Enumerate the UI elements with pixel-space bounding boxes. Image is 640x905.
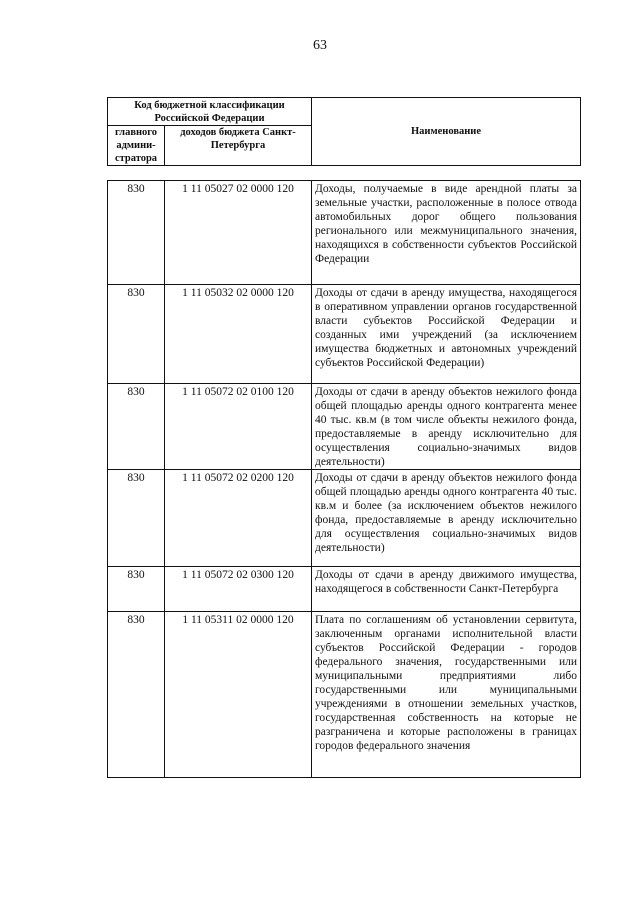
header-admin-column: главного админи-стратора <box>108 126 165 166</box>
table-row <box>108 181 581 285</box>
cell-income-code: 1 11 05032 02 0000 120 <box>165 285 312 384</box>
page-number: 63 <box>313 38 327 53</box>
cell-income-code: 1 11 05311 02 0000 120 <box>165 612 312 778</box>
cell-admin-code: 830 <box>108 285 165 384</box>
cell-admin-code: 830 <box>108 181 165 285</box>
cell-income-code: 1 11 05027 02 0000 120 <box>165 181 312 285</box>
cell-income-code: 1 11 05072 02 0200 120 <box>165 470 312 567</box>
data-table <box>107 180 581 778</box>
cell-name: Доходы от сдачи в аренду объектов нежилого фонда общей площадью аренды одного контрагента 40 тыс. кв.м и более (за исключением объектов нежилого фонда, предоставляемые в аренду исключительно для осуществления социально-значимых видов деятельности) <box>312 470 581 567</box>
table-row <box>108 567 581 612</box>
cell-admin-code: 830 <box>108 384 165 470</box>
header-name-column: Наименование <box>312 98 581 166</box>
cell-name: Доходы от сдачи в аренду имущества, находящегося в оперативном управлении органов государственной власти субъектов Российской Федерации и созданных ими учреждений (за исключением имущества бюджетных и автономных учреждений субъектов Российской Федерации) <box>312 285 581 384</box>
table-row <box>108 384 581 470</box>
cell-name: Доходы от сдачи в аренду движимого имущества, находящегося в собственности Санкт-Петербурга <box>312 567 581 612</box>
table-row <box>108 470 581 567</box>
header-code-group: Код бюджетной классификации Российской Федерации <box>108 98 312 126</box>
table-body <box>108 181 581 778</box>
table-row <box>108 285 581 384</box>
cell-admin-code: 830 <box>108 470 165 567</box>
cell-name: Доходы, получаемые в виде арендной платы за земельные участки, расположенные в полосе отвода автомобильных дорог общего пользования регионального или межмуниципального значения, находящихся в собственности субъектов Российской Федерации <box>312 181 581 285</box>
cell-income-code: 1 11 05072 02 0100 120 <box>165 384 312 470</box>
cell-name: Доходы от сдачи в аренду объектов нежилого фонда общей площадью аренды одного контрагента менее 40 тыс. кв.м (в том числе объекты нежилого фонда, предоставляемые в аренду исключительно для осуществления социально-значимых видов деятельности) <box>312 384 581 470</box>
cell-name: Плата по соглашениям об установлении сервитута, заключенным органами исполнительной власти субъектов Российской Федерации - городов федерального значения, государственными или муниципальными предприятиями либо государственными или муниципальными учреждениями в отношении земельных участков, государственная собственность на которые не разграничена и которые расположены в границах городов федерального значения <box>312 612 581 778</box>
table-row <box>108 612 581 778</box>
header-income-column: доходов бюджета Санкт-Петербурга <box>165 126 312 166</box>
cell-income-code: 1 11 05072 02 0300 120 <box>165 567 312 612</box>
cell-admin-code: 830 <box>108 567 165 612</box>
header-table <box>107 97 581 166</box>
cell-admin-code: 830 <box>108 612 165 778</box>
